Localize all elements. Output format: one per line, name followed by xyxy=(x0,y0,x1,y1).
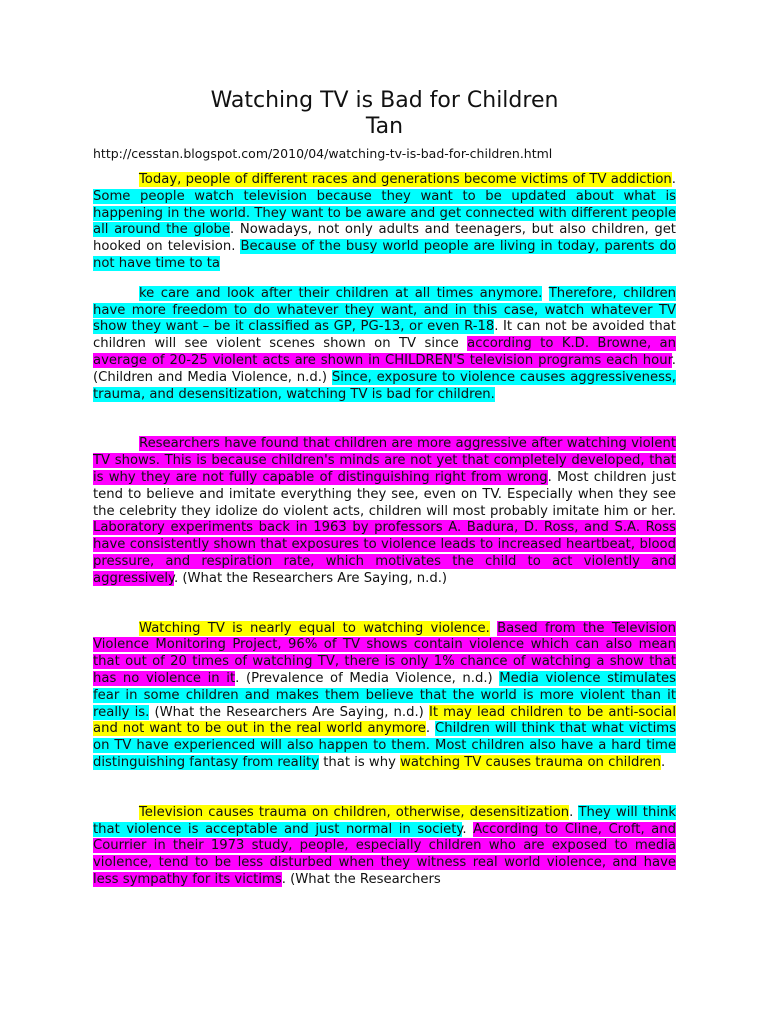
paragraph-4 xyxy=(93,621,676,772)
body-text: . xyxy=(425,721,436,737)
highlighted-text: according to K.D. Browne, an average of 20-25 violent acts are shown in CHILDREN'S television programs each hour xyxy=(93,336,676,368)
paragraph-3 xyxy=(93,436,676,587)
body-text: . (Prevalence of Media Violence, n.d.) xyxy=(235,670,500,686)
body-text: . Nowadays, not only adults and teenagers, but also children, get hooked on television. xyxy=(93,222,676,255)
body-text: . It can not be avoided that children will see violent scenes shown on TV since xyxy=(93,319,676,352)
highlighted-text: It may lead children to be anti-social and not want to be out in the real world anymore xyxy=(93,704,676,737)
highlighted-text: Watching TV is nearly equal to watching violence. xyxy=(139,620,490,636)
highlighted-text: ke care and look after their children at all times anymore. xyxy=(139,285,543,301)
source-url: http://cesstan.blogspot.com/2010/04/watching-tv-is-bad-for-children.html xyxy=(93,146,553,161)
highlighted-text: Researchers have found that children are more aggressive after watching violent TV shows. This is because children's minds are not yet that completely developed, that is why they are not fully capable of distinguishing right from wrong xyxy=(93,436,676,485)
body-text: . (What the Researchers Are Saying, n.d.) xyxy=(173,570,448,586)
body-text: . xyxy=(671,172,676,187)
paragraph-2 xyxy=(93,286,676,404)
body-text: that is why xyxy=(319,754,401,770)
highlighted-text: Television causes trauma on children, otherwise, desensitization xyxy=(139,804,570,820)
body-text xyxy=(490,621,497,636)
document-title xyxy=(93,88,676,140)
highlighted-text: Some people watch television because they want to be updated about what is happening in the world. They want to be aware and get connected with different people all around the globe xyxy=(93,188,676,238)
paragraph-5 xyxy=(93,805,676,889)
paragraph-1 xyxy=(93,172,676,273)
highlighted-text: Laboratory experiments back in 1963 by professors A. Badura, D. Ross, and S.A. Ross have consistently shown that exposures to violence leads to increased heartbeat, blood pressure, and respiration rate, which motivates the child to act violently and aggressively xyxy=(93,520,676,586)
body-text: . xyxy=(569,804,579,820)
body-text xyxy=(542,286,548,301)
body-text: . xyxy=(462,821,474,837)
highlighted-text: According to Cline, Croft, and Courrier in their 1973 study, people, especially children who are exposed to media violence, tend to be less disturbed when they witness real world violence, and have less sympathy for its victims xyxy=(93,821,676,887)
body-text: . (Children and Media Violence, n.d.) xyxy=(93,352,676,385)
body-text: (What the Researchers Are Saying, n.d.) xyxy=(149,704,429,720)
title-line-1: Watching TV is Bad for Children xyxy=(210,88,559,113)
body-text: . (What the Researchers xyxy=(281,871,441,887)
highlighted-text: Since, exposure to violence causes aggressiveness, trauma, and desensitization, watching TV is bad for children. xyxy=(93,369,676,402)
highlighted-text: Based from the Television Violence Monitoring Project, 96% of TV shows contain violence which can also mean that out of 20 times of watching TV, there is only 1% chance of watching a show that has no violence in it xyxy=(93,620,676,686)
highlighted-text: They will think that violence is acceptable and just normal in society xyxy=(93,804,676,837)
highlighted-text: Because of the busy world people are living in today, parents do not have time to ta xyxy=(93,239,676,271)
highlighted-text: watching TV causes trauma on children xyxy=(400,754,661,770)
document-page xyxy=(93,88,676,889)
highlighted-text: Children will think that what victims on TV have experienced will also happen to them. Most children also have a hard time distinguishing fantasy from reality xyxy=(93,721,676,770)
highlighted-text: Today, people of different races and generations become victims of TV addiction xyxy=(139,172,672,187)
body-text: . xyxy=(660,754,666,770)
body-text: . Most children just tend to believe and imitate everything they see, even on TV. Especially when they see the celebrity they idolize do violent acts, children will most probably imitate him or her. xyxy=(93,469,676,519)
highlighted-text: Therefore, children have more freedom to do whatever they want, and in this case, watch whatever TV show they want – be it classified as GP, PG-13, or even R-18 xyxy=(93,285,677,335)
highlighted-text: Media violence stimulates fear in some children and makes them believe that the world is more violent than it really is. xyxy=(93,670,676,720)
title-line-2: Tan xyxy=(365,114,404,139)
